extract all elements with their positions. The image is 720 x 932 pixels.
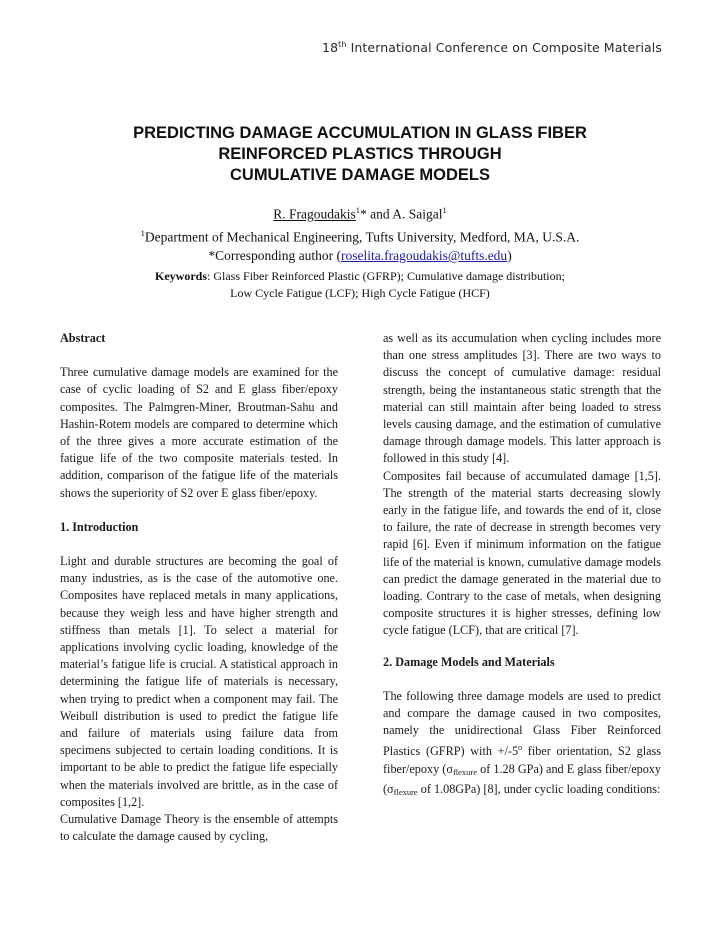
keywords-text-1: : Glass Fiber Reinforced Plastic (GFRP); Cumulative damage distribution; [207,269,565,283]
paper-title [60,123,660,186]
degree-superscript: o [518,743,523,753]
author-line [60,201,660,224]
affiliation-line [60,224,660,247]
title-line-3: CUMULATIVE DAMAGE MODELS [229,166,491,184]
abstract-heading: Abstract [60,331,106,345]
introduction-heading: 1. Introduction [60,519,139,534]
email-link[interactable]: roselita.fragoudakis@tufts.edu [341,248,508,263]
corresponding-author-line [60,246,660,265]
author-2-affil: 1 [442,205,447,215]
conference-ordinal: th [338,40,347,49]
sigma-subscript-2: flexure [393,786,418,797]
author-1-name: R. Fragoudakis [273,206,356,222]
section-2-paragraph [383,688,661,801]
keywords-line-1 [80,268,640,285]
author-1-affil: 1 [355,205,360,215]
left-column [60,330,338,845]
affiliation-text: Department of Mechanical Engineering, Tufts University, Medford, MA, U.S.A. [144,229,580,244]
keywords-label: Keywords [155,269,208,283]
keywords-block [80,268,640,302]
affiliation-marker: 1 [140,227,145,238]
keywords-line-2: Low Cycle Fatigue (LCF); High Cycle Fatigue (HCF) [230,286,490,300]
abstract-text: Three cumulative damage models are examined for the case of cyclic loading of S2 and E glass fiber/epoxy composites. The Palmgren-Miner, Broutman-Sahu and Hashin-Rotem models are compared to determine which of the three gives a more accurate estimation of the fatigue life of the two composite materials tested. In addition, comparison of the fatigue life of the materials shows the superiority of S2 over E glass fiber/epoxy. [60,365,338,500]
section-2-text-c: of 1.28 GPa) and E glass fiber/epoxy (σ [383,761,661,796]
author-block [60,201,660,265]
author-2-name: * and A. Saigal [360,206,443,222]
corresponding-prefix: *Corresponding author ( [208,248,342,263]
title-line-1: PREDICTING DAMAGE ACCUMULATION IN GLASS FIBER [133,124,587,142]
section-2-text-b: fiber orientation, S2 glass fiber/epoxy (σ [383,744,661,776]
introduction-paragraph-1: Light and durable structures are becoming the goal of many industries, as is the case of the automotive one. Composites have replaced metals in many applications, because they weigh less and have higher strength and stiffness than metals [1]. To select a material for applications involving cyclic loading, knowledge of the material’s fatigue life is crucial. A statistical approach in determining the fatigue life of materials is necessary, when trying to predict when a component may fail. The Weibull distribution is used to predict the fatigue life and failure of materials using failure data from specimens subjected to certain loading conditions. It is important to be able to predict the fatigue life especially when the materials involved are brittle, as in the case of composites [1,2]. [60,554,338,809]
conference-name: International Conference on Composite Materials [346,40,662,56]
right-paragraph-2: Composites fail because of accumulated damage [1,5]. The strength of the material starts decreasing slowly early in the fatigue life, and towards the end of it, close to failure, the rate of decrease in strength becomes very rapid [6]. Even if minimum information on the fatigue life of the material is known, cumulative damage models can predict the damage generated in the material due to loading. Contrary to the case of metals, when designing composite structures it is higher stresses, defining low cycle fatigue (LCF), that are critical [7]. [383,468,661,638]
right-column [383,330,661,801]
corresponding-suffix: ) [507,248,512,263]
section-2-text-a: The following three damage models are used to predict and compare the damage caused in two composites, namely the unidirectional Glass Fiber Reinforced Plastics (GFRP) with +/-5 [383,688,661,759]
section-2-text-d: of 1.08GPa) [8], under cyclic loading conditions: [417,781,661,796]
sigma-subscript-1: flexure [452,766,478,777]
title-line-2: REINFORCED PLASTICS THROUGH [218,145,502,163]
running-header [322,40,662,55]
section-2-heading: 2. Damage Models and Materials [383,654,555,669]
right-paragraph-1: as well as its accumulation when cycling includes more than one stress amplitudes [3]. There are two ways to discuss the concept of cumulative damage: residual strength, being the instantaneous static strength that the material can still maintain after being loaded to stress levels causing damage, and the estimation of cumulative damage through damage models. This latter approach is followed in this study [4]. [383,331,661,466]
conference-number: 18 [322,40,339,56]
introduction-paragraph-2: Cumulative Damage Theory is the ensemble of attempts to calculate the damage caused by cycling, [60,812,338,844]
